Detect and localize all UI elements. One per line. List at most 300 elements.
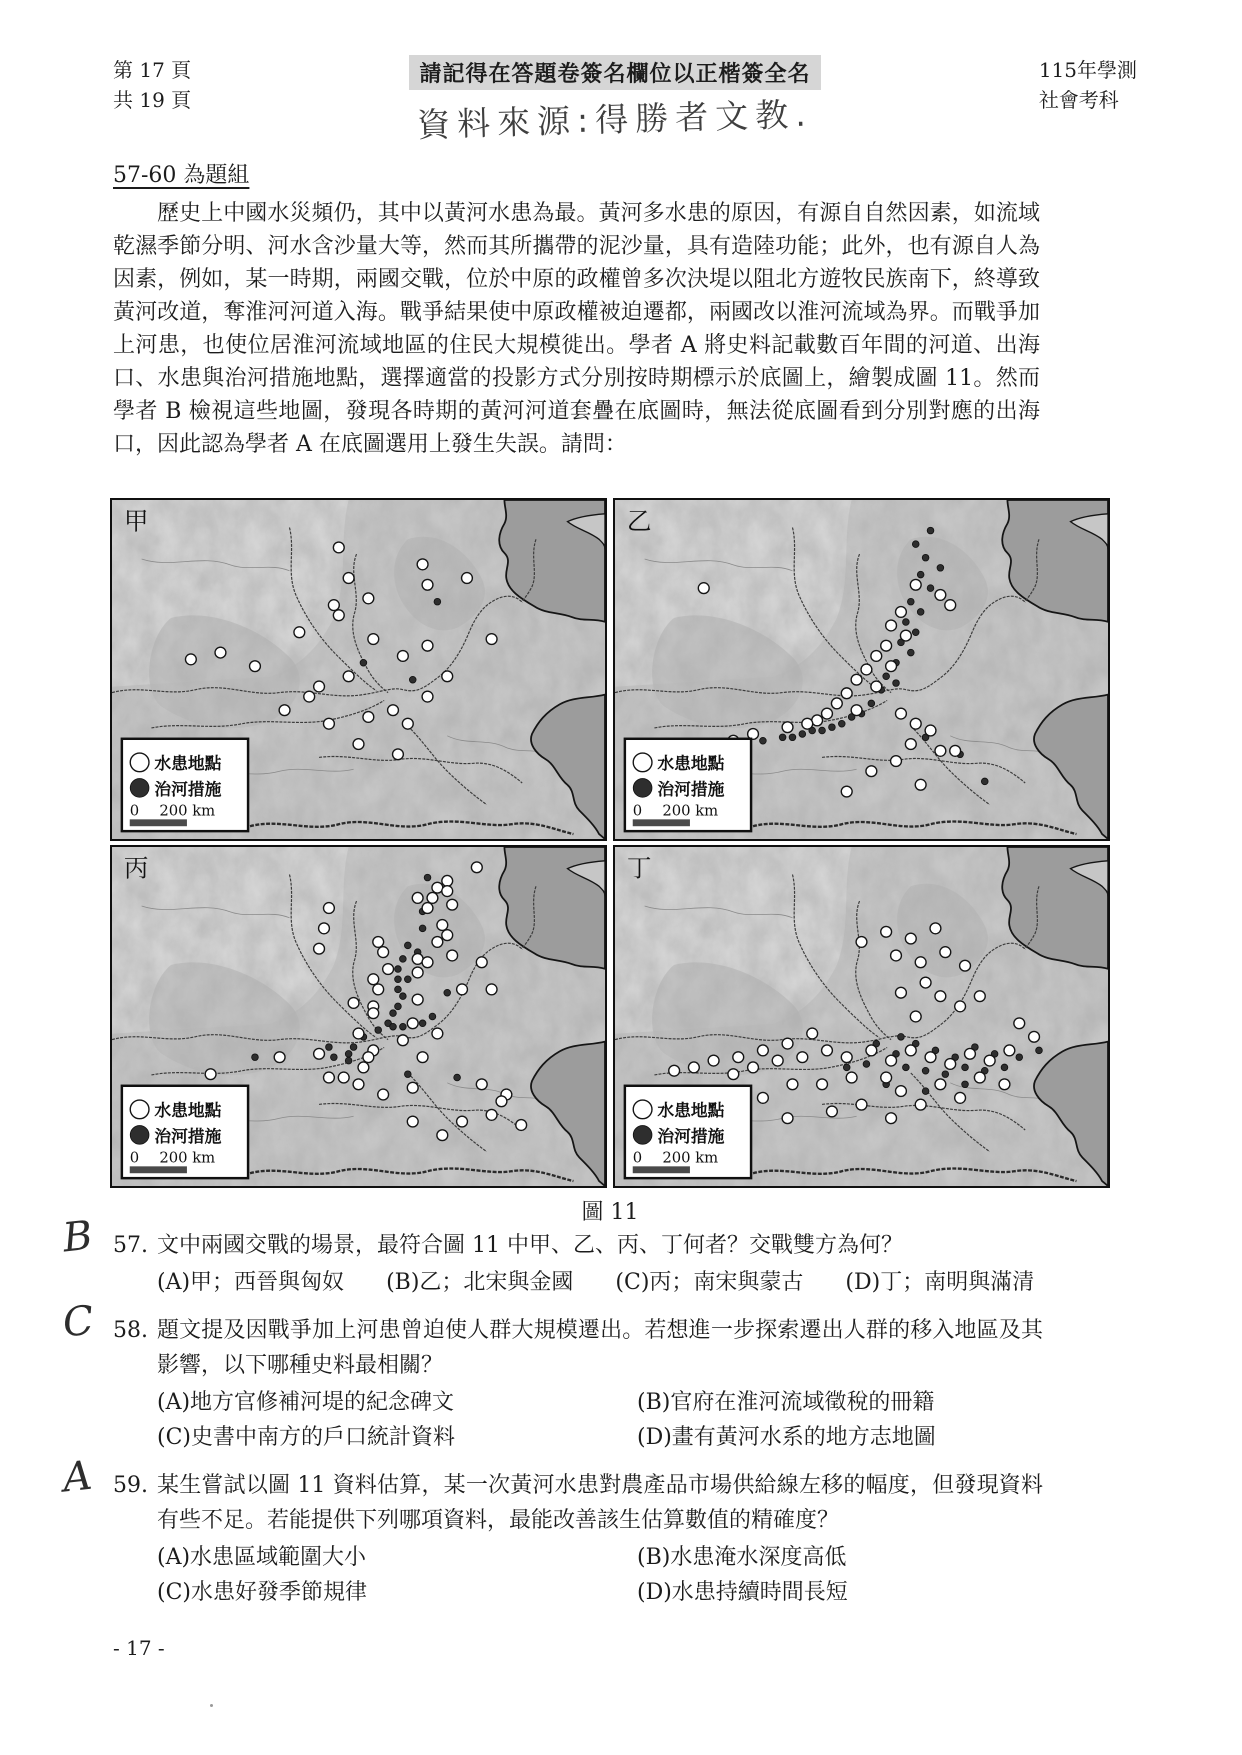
question-stem: 文中兩國交戰的場景，最符合圖 11 中甲、乙、丙、丁何者？交戰雙方為何？ bbox=[157, 1233, 903, 1258]
flood-dot bbox=[432, 1028, 443, 1039]
exam-info bbox=[1039, 55, 1137, 115]
control-dot bbox=[760, 737, 767, 744]
control-dot bbox=[345, 1057, 352, 1064]
flood-dot bbox=[896, 708, 907, 719]
control-dot bbox=[927, 585, 934, 592]
scale-end: 200 km bbox=[159, 1149, 216, 1167]
map-panel-jia bbox=[110, 498, 607, 841]
flood-dot bbox=[920, 977, 931, 988]
flood-dot bbox=[841, 688, 852, 699]
page-header bbox=[113, 55, 1137, 145]
control-dot bbox=[434, 598, 441, 605]
panel-label: 丁 bbox=[626, 853, 652, 883]
exam-subject: 社會考科 bbox=[1038, 88, 1119, 112]
flood-dot bbox=[1014, 1018, 1025, 1029]
scale-end: 200 km bbox=[662, 1149, 719, 1167]
flood-dot bbox=[915, 957, 926, 968]
control-dot bbox=[819, 727, 826, 734]
question-stem: 題文提及因戰爭加上河患曾迫使人群大規模遷出。若想進一步探索遷出人群的移入地區及其影響，以下哪種史料最相關？ bbox=[157, 1318, 1043, 1378]
page-footer: - 17 - bbox=[113, 1636, 165, 1660]
flood-dot bbox=[910, 718, 921, 729]
flood-dot bbox=[940, 947, 951, 958]
control-dot bbox=[375, 1027, 382, 1034]
questions-section bbox=[60, 1212, 1043, 1623]
control-dot bbox=[454, 1074, 461, 1081]
flood-dot bbox=[772, 1055, 783, 1066]
control-dot bbox=[981, 778, 988, 785]
flood-dot bbox=[462, 573, 473, 584]
flood-dot bbox=[708, 1055, 719, 1066]
scale-bar bbox=[633, 1166, 690, 1173]
flood-dot bbox=[881, 640, 892, 651]
scale-start: 0 bbox=[632, 1149, 643, 1167]
flood-dot bbox=[757, 1092, 768, 1103]
scale-end: 200 km bbox=[662, 802, 719, 820]
flood-dot bbox=[363, 593, 374, 604]
map-panel-yi bbox=[613, 498, 1110, 841]
control-dot bbox=[843, 1064, 850, 1071]
flood-dot bbox=[748, 1062, 759, 1073]
option-d: (D)水患持續時間長短 bbox=[637, 1580, 848, 1605]
flood-dot bbox=[397, 651, 408, 662]
control-dot bbox=[395, 966, 402, 973]
flood-dot bbox=[1004, 1045, 1015, 1056]
flood-dot bbox=[782, 1038, 793, 1049]
flood-dot bbox=[442, 671, 453, 682]
flood-dot bbox=[368, 634, 379, 645]
legend-control-label: 治河措施 bbox=[657, 1125, 725, 1146]
flood-dot bbox=[274, 1052, 285, 1063]
control-dot bbox=[326, 1044, 333, 1051]
control-dot bbox=[789, 734, 796, 741]
page-number bbox=[113, 55, 191, 115]
flood-dot bbox=[817, 1079, 828, 1090]
flood-dot bbox=[856, 937, 867, 948]
flood-dot bbox=[323, 903, 334, 914]
control-dot bbox=[395, 976, 402, 983]
flood-dot bbox=[851, 705, 862, 716]
figure-11 bbox=[110, 498, 1110, 1226]
flood-dot bbox=[866, 766, 877, 777]
flood-dot bbox=[412, 967, 423, 978]
control-symbol-icon bbox=[130, 1126, 149, 1145]
flood-dot bbox=[368, 1008, 379, 1019]
flood-dot bbox=[378, 947, 389, 958]
sign-notice: 請記得在答題卷簽名欄位以正楷簽全名 bbox=[409, 55, 820, 90]
flood-dot bbox=[960, 960, 971, 971]
option-b: (B)官府在淮河流域徵稅的冊籍 bbox=[637, 1390, 935, 1415]
control-dot bbox=[922, 1088, 929, 1095]
flood-dot bbox=[846, 1072, 857, 1083]
passage-text: 歷史上中國水災頻仍，其中以黃河水患為最。黃河多水患的原因，有源自自然因素，如流域乾濕季節分明、河水含沙量大等，然而其所攜帶的泥沙量，具有造陸功能；此外，也有源自人為因素，例如，某一時期，兩國交戰，位於中原的政權曾多次決堤以阻北方遊牧民族南下，終導致黃河改道，奪淮河河道入海。戰爭結果使中原政權被迫遷都，兩國改以淮河流域為界。而戰爭加上河患，也使位居淮河流域地區的住民大規模徙出。學者 A 將史料記載數百年間的河道、出海口、水患與治河措施地點，選擇適當的投影方式分別按時期標示於底圖上，繪製成圖 11。然而學者 B 檢視這些地圖，發現各時期的黃河河道套疊在底圖時，無法從底圖看到分別對應的出海口，因此認為學者 A 在底圖選用上發生失誤。請問： bbox=[113, 201, 1040, 457]
legend-flood-label: 水患地點 bbox=[657, 753, 725, 774]
flood-dot bbox=[886, 661, 897, 672]
scan-artifact bbox=[210, 1704, 213, 1707]
control-dot bbox=[424, 874, 431, 881]
flood-dot bbox=[802, 718, 813, 729]
legend-control-label: 治河措施 bbox=[154, 778, 222, 799]
control-dot bbox=[1001, 1064, 1008, 1071]
option-c: (C)水患好發季節規律 bbox=[157, 1580, 367, 1605]
flood-dot bbox=[935, 745, 946, 756]
flood-dot bbox=[383, 964, 394, 975]
flood-dot bbox=[935, 991, 946, 1002]
flood-dot bbox=[822, 1045, 833, 1056]
map-legend bbox=[625, 1086, 751, 1178]
handwritten-source-note: 資料來源:得勝者文教. bbox=[416, 94, 814, 145]
flood-dot bbox=[314, 1048, 325, 1059]
control-dot bbox=[404, 1071, 411, 1078]
header-center bbox=[191, 55, 1039, 145]
flood-dot bbox=[807, 1028, 818, 1039]
flood-dot bbox=[343, 573, 354, 584]
flood-dot bbox=[910, 579, 921, 590]
flood-dot bbox=[974, 1072, 985, 1083]
flood-dot bbox=[891, 756, 902, 767]
control-dot bbox=[922, 554, 929, 561]
flood-symbol-icon bbox=[130, 1100, 149, 1119]
figure-caption: 圖 11 bbox=[581, 1200, 639, 1225]
question-number: 57. bbox=[113, 1233, 148, 1258]
flood-dot bbox=[871, 651, 882, 662]
control-dot bbox=[912, 629, 919, 636]
group-title: 57-60 為題組 bbox=[113, 163, 250, 188]
option-d: (D)丁；南明與滿清 bbox=[845, 1270, 1035, 1295]
flood-dot bbox=[891, 950, 902, 961]
flood-dot bbox=[314, 681, 325, 692]
control-dot bbox=[838, 720, 845, 727]
flood-dot bbox=[886, 620, 897, 631]
control-dot bbox=[390, 1023, 397, 1030]
flood-dot bbox=[328, 600, 339, 611]
control-dot bbox=[444, 989, 451, 996]
option-a: (A)地方官修補河堤的紀念碑文 bbox=[157, 1390, 455, 1415]
flood-dot bbox=[841, 786, 852, 797]
options-grid bbox=[157, 1385, 1043, 1455]
flood-dot bbox=[442, 886, 453, 897]
control-dot bbox=[907, 649, 914, 656]
exam-year: 115年學測 bbox=[1038, 58, 1137, 82]
flood-dot bbox=[688, 1062, 699, 1073]
flood-dot bbox=[437, 1130, 448, 1141]
flood-dot bbox=[965, 1048, 976, 1059]
flood-dot bbox=[407, 1018, 418, 1029]
flood-dot bbox=[974, 991, 985, 1002]
flood-dot bbox=[348, 998, 359, 1009]
flood-dot bbox=[896, 1086, 907, 1097]
flood-dot bbox=[896, 987, 907, 998]
flood-dot bbox=[358, 1062, 369, 1073]
flood-dot bbox=[910, 1011, 921, 1022]
flood-dot bbox=[457, 984, 468, 995]
flood-dot bbox=[866, 1045, 877, 1056]
flood-dot bbox=[930, 923, 941, 934]
control-dot bbox=[962, 1081, 969, 1088]
flood-dot bbox=[915, 779, 926, 790]
flood-dot bbox=[422, 957, 433, 968]
flood-dot bbox=[925, 1052, 936, 1063]
question-59 bbox=[60, 1452, 1043, 1610]
flood-dot bbox=[476, 1079, 487, 1090]
flood-dot bbox=[363, 1052, 374, 1063]
control-dot bbox=[400, 993, 407, 1000]
control-dot bbox=[937, 564, 944, 571]
flood-symbol-icon bbox=[130, 753, 149, 772]
flood-dot bbox=[945, 1059, 956, 1070]
flood-dot bbox=[447, 950, 458, 961]
control-dot bbox=[907, 598, 914, 605]
scale-bar bbox=[633, 819, 690, 826]
control-dot bbox=[1036, 1047, 1043, 1054]
flood-dot bbox=[486, 634, 497, 645]
question-number: 59. bbox=[113, 1473, 148, 1498]
flood-dot bbox=[935, 1079, 946, 1090]
control-dot bbox=[404, 976, 411, 983]
legend-flood-label: 水患地點 bbox=[154, 1100, 222, 1121]
question-number: 58. bbox=[113, 1318, 148, 1343]
question-stem: 某生嘗試以圖 11 資料估算，某一次黃河水患對農產品市場供給線左移的幅度，但發現資料有些不足。若能提供下列哪項資料，最能改善該生估算數值的精確度？ bbox=[157, 1473, 1043, 1533]
flood-dot bbox=[496, 1096, 507, 1107]
flood-dot bbox=[338, 1072, 349, 1083]
flood-dot bbox=[984, 1055, 995, 1066]
flood-dot bbox=[442, 930, 453, 941]
flood-dot bbox=[333, 542, 344, 553]
control-dot bbox=[360, 659, 367, 666]
panel-label: 乙 bbox=[626, 506, 652, 536]
control-dot bbox=[404, 942, 411, 949]
control-dot bbox=[252, 1054, 259, 1061]
control-dot bbox=[962, 1064, 969, 1071]
scale-bar bbox=[130, 1166, 187, 1173]
flood-dot bbox=[881, 1072, 892, 1083]
scale-end: 200 km bbox=[159, 802, 216, 820]
control-dot bbox=[400, 1023, 407, 1030]
control-dot bbox=[868, 700, 875, 707]
flood-dot bbox=[417, 559, 428, 570]
flood-dot bbox=[471, 862, 482, 873]
flood-dot bbox=[955, 1001, 966, 1012]
flood-dot bbox=[437, 920, 448, 931]
flood-dot bbox=[319, 923, 330, 934]
flood-dot bbox=[412, 892, 423, 903]
flood-dot bbox=[757, 1045, 768, 1056]
flood-dot bbox=[412, 994, 423, 1005]
control-dot bbox=[912, 541, 919, 548]
flood-dot bbox=[822, 708, 833, 719]
flood-dot bbox=[368, 974, 379, 985]
flood-dot bbox=[388, 705, 399, 716]
flood-dot bbox=[955, 1092, 966, 1103]
flood-dot bbox=[417, 1052, 428, 1063]
flood-dot bbox=[323, 1072, 334, 1083]
map-legend bbox=[625, 739, 751, 831]
flood-dot bbox=[343, 671, 354, 682]
control-dot bbox=[345, 1050, 352, 1057]
flood-dot bbox=[733, 1052, 744, 1063]
flood-dot bbox=[427, 892, 438, 903]
page-number-current: 第 17 頁 bbox=[113, 58, 192, 82]
control-dot bbox=[390, 1010, 397, 1017]
page-number-total: 共 19 頁 bbox=[113, 88, 192, 112]
flood-dot bbox=[851, 674, 862, 685]
flood-dot bbox=[393, 749, 404, 760]
option-b: (B)水患淹水深度高低 bbox=[637, 1545, 847, 1570]
options-row bbox=[157, 1265, 1043, 1300]
flood-dot bbox=[950, 745, 961, 756]
flood-dot bbox=[407, 1116, 418, 1127]
flood-dot bbox=[422, 640, 433, 651]
control-dot bbox=[917, 609, 924, 616]
map-grid bbox=[110, 498, 1110, 1188]
control-dot bbox=[429, 1013, 436, 1020]
flood-dot bbox=[402, 718, 413, 729]
flood-dot bbox=[407, 1082, 418, 1093]
question-57 bbox=[60, 1212, 1043, 1300]
flood-dot bbox=[422, 903, 433, 914]
control-dot bbox=[883, 673, 890, 680]
control-dot bbox=[419, 1020, 426, 1027]
flood-dot bbox=[353, 1079, 364, 1090]
flood-dot bbox=[373, 937, 384, 948]
legend-control-label: 治河措施 bbox=[154, 1125, 222, 1146]
control-dot bbox=[898, 1033, 905, 1040]
flood-dot bbox=[905, 933, 916, 944]
control-symbol-icon bbox=[633, 779, 652, 798]
map-panel-ding bbox=[613, 845, 1110, 1188]
handwritten-answer-59: A bbox=[60, 1452, 95, 1502]
panel-label: 丙 bbox=[123, 853, 149, 883]
control-dot bbox=[903, 1064, 910, 1071]
flood-dot bbox=[486, 984, 497, 995]
flood-dot bbox=[856, 1099, 867, 1110]
flood-dot bbox=[728, 1069, 739, 1080]
flood-dot bbox=[905, 1045, 916, 1056]
control-dot bbox=[903, 619, 910, 626]
flood-dot bbox=[826, 1106, 837, 1117]
flood-dot bbox=[886, 1113, 897, 1124]
flood-dot bbox=[422, 691, 433, 702]
control-dot bbox=[395, 986, 402, 993]
flood-dot bbox=[1029, 1031, 1040, 1042]
flood-dot bbox=[457, 1116, 468, 1127]
control-dot bbox=[863, 1061, 870, 1068]
map-panel-bing bbox=[110, 845, 607, 1188]
flood-dot bbox=[397, 1035, 408, 1046]
control-dot bbox=[917, 571, 924, 578]
flood-dot bbox=[797, 1052, 808, 1063]
option-b: (B)乙；北宋與金國 bbox=[386, 1270, 574, 1295]
legend-flood-label: 水患地點 bbox=[154, 753, 222, 774]
flood-dot bbox=[185, 654, 196, 665]
flood-dot bbox=[333, 610, 344, 621]
flood-dot bbox=[999, 1079, 1010, 1090]
flood-dot bbox=[432, 937, 443, 948]
flood-symbol-icon bbox=[633, 753, 652, 772]
control-symbol-icon bbox=[633, 1126, 652, 1145]
control-dot bbox=[829, 724, 836, 731]
scale-start: 0 bbox=[129, 1149, 140, 1167]
flood-dot bbox=[205, 1069, 216, 1080]
control-dot bbox=[409, 676, 416, 683]
map-legend bbox=[122, 739, 248, 831]
control-dot bbox=[330, 1054, 337, 1061]
flood-dot bbox=[787, 1079, 798, 1090]
scale-bar bbox=[130, 819, 187, 826]
flood-dot bbox=[900, 630, 911, 641]
control-dot bbox=[942, 1071, 949, 1078]
flood-dot bbox=[323, 718, 334, 729]
flood-dot bbox=[886, 1055, 897, 1066]
scale-start: 0 bbox=[129, 802, 140, 820]
handwritten-answer-58: C bbox=[60, 1297, 96, 1347]
flood-dot bbox=[861, 664, 872, 675]
option-a: (A)甲；西晉與匈奴 bbox=[157, 1270, 345, 1295]
flood-dot bbox=[476, 957, 487, 968]
question-58 bbox=[60, 1297, 1043, 1455]
flood-dot bbox=[935, 590, 946, 601]
scale-start: 0 bbox=[632, 802, 643, 820]
control-dot bbox=[779, 734, 786, 741]
flood-symbol-icon bbox=[633, 1100, 652, 1119]
flood-dot bbox=[516, 1120, 527, 1131]
question-group bbox=[113, 158, 1040, 461]
flood-dot bbox=[871, 681, 882, 692]
flood-dot bbox=[915, 1099, 926, 1110]
flood-dot bbox=[782, 1113, 793, 1124]
legend-flood-label: 水患地點 bbox=[657, 1100, 725, 1121]
legend-control-label: 治河措施 bbox=[657, 778, 725, 799]
handwritten-answer-57: B bbox=[60, 1212, 95, 1262]
flood-dot bbox=[698, 583, 709, 594]
panel-label: 甲 bbox=[123, 506, 149, 536]
option-c: (C)史書中南方的戶口統計資料 bbox=[157, 1425, 455, 1450]
flood-dot bbox=[925, 725, 936, 736]
option-c: (C)丙；南宋與蒙古 bbox=[615, 1270, 804, 1295]
flood-dot bbox=[442, 875, 453, 886]
flood-dot bbox=[250, 661, 261, 672]
flood-dot bbox=[353, 739, 364, 750]
flood-dot bbox=[378, 1089, 389, 1100]
flood-dot bbox=[831, 698, 842, 709]
flood-dot bbox=[363, 712, 374, 723]
option-a: (A)水患區域範圍大小 bbox=[157, 1545, 367, 1570]
flood-dot bbox=[304, 691, 315, 702]
flood-dot bbox=[279, 705, 290, 716]
flood-dot bbox=[486, 1109, 497, 1120]
flood-dot bbox=[447, 899, 458, 910]
control-dot bbox=[419, 925, 426, 932]
flood-dot bbox=[896, 607, 907, 618]
flood-dot bbox=[881, 926, 892, 937]
control-dot bbox=[1016, 1054, 1023, 1061]
control-dot bbox=[893, 680, 900, 687]
control-dot bbox=[350, 1044, 357, 1051]
control-dot bbox=[395, 1003, 402, 1010]
flood-dot bbox=[353, 1028, 364, 1039]
flood-dot bbox=[669, 1065, 680, 1076]
options-grid bbox=[157, 1540, 1043, 1610]
control-dot bbox=[799, 731, 806, 738]
flood-dot bbox=[314, 943, 325, 954]
map-legend bbox=[122, 1086, 248, 1178]
flood-dot bbox=[294, 627, 305, 638]
control-dot bbox=[400, 956, 407, 963]
option-d: (D)畫有黃河水系的地方志地圖 bbox=[637, 1425, 936, 1450]
flood-dot bbox=[782, 722, 793, 733]
control-dot bbox=[927, 527, 934, 534]
flood-dot bbox=[422, 579, 433, 590]
flood-dot bbox=[841, 1052, 852, 1063]
